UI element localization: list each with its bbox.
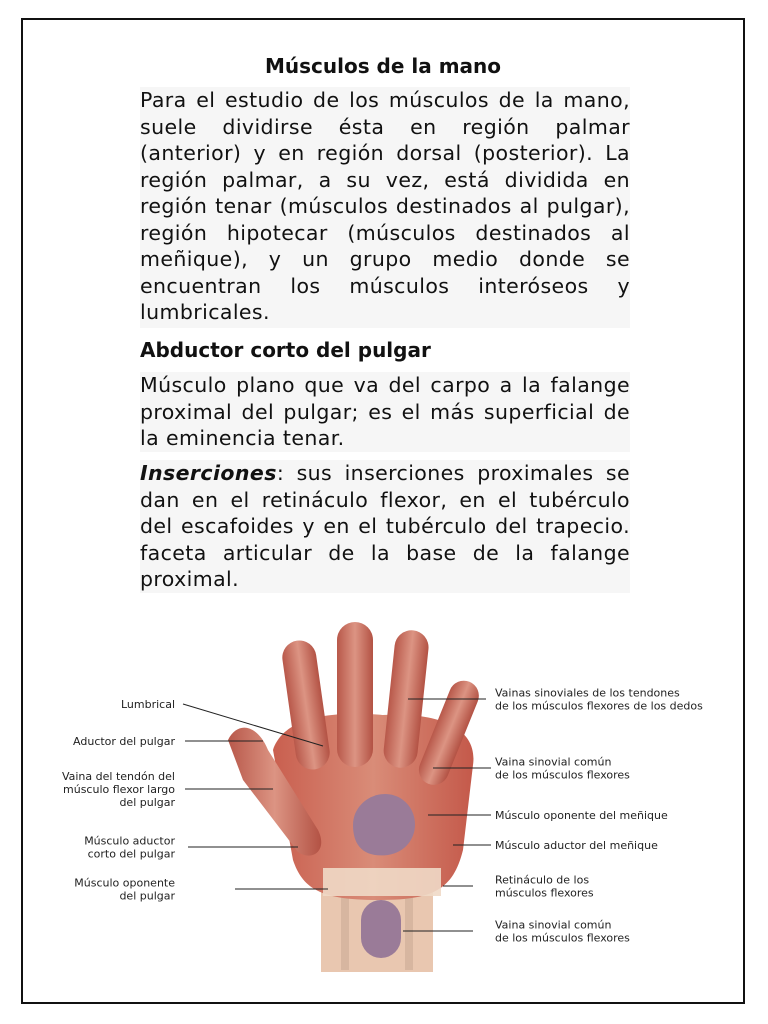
synovial-sheath-wrist [361,900,401,958]
right-label-1: Vaina sinovial común de los músculos flexores [495,755,630,782]
flexor-retinaculum [323,868,441,896]
insertions-paragraph [140,460,630,593]
description-paragraph: Músculo plano que va del carpo a la falange proximal del pulgar; es el más superficial de la eminencia tenar. [140,373,630,450]
right-label-5: Vaina sinovial común de los músculos flexores [495,918,630,945]
left-label-2: Vaina del tendón del músculo flexor largo del pulgar [61,770,175,809]
middle-finger [337,622,373,767]
left-label-4: Músculo oponente del pulgar [74,876,175,903]
intro-paragraph: Para el estudio de los músculos de la mano, suele dividirse ésta en región palmar (anterior) y en región dorsal (posterior). La región palmar, a su vez, está dividida en región tenar (músculos destinados al pulgar), región hipotecar (músculos destinados al meñique), y un grupo medio donde se encuentran los músculos interóseos y lumbricales. [140,87,630,328]
right-label-2: Músculo oponente del meñique [495,809,668,822]
right-label-0: Vainas sinoviales de los tendones de los músculos flexores de los dedos [495,686,703,713]
left-label-1: Aductor del pulgar [73,735,175,748]
right-label-4: Retináculo de los músculos flexores [495,873,594,900]
page-title: Músculos de la mano [264,54,502,78]
forearm-tendon-a [341,890,349,970]
insertions-lead: Inserciones [140,461,277,485]
forearm-tendon-b [405,890,413,970]
right-label-3: Músculo aductor del meñique [495,839,658,852]
section-heading: Abductor corto del pulgar [140,338,431,362]
left-label-0: Lumbrical [120,698,175,711]
insertions-text: : sus inserciones proximales se dan en el retináculo flexor, en el tubérculo del escafoides y en el tubérculo del trapecio. faceta articular de la base de la falange proximal. [140,461,630,591]
left-label-3: Músculo aductor corto del pulgar [84,834,175,861]
document-page [21,18,745,1004]
hand-anatomy-figure [23,600,743,972]
